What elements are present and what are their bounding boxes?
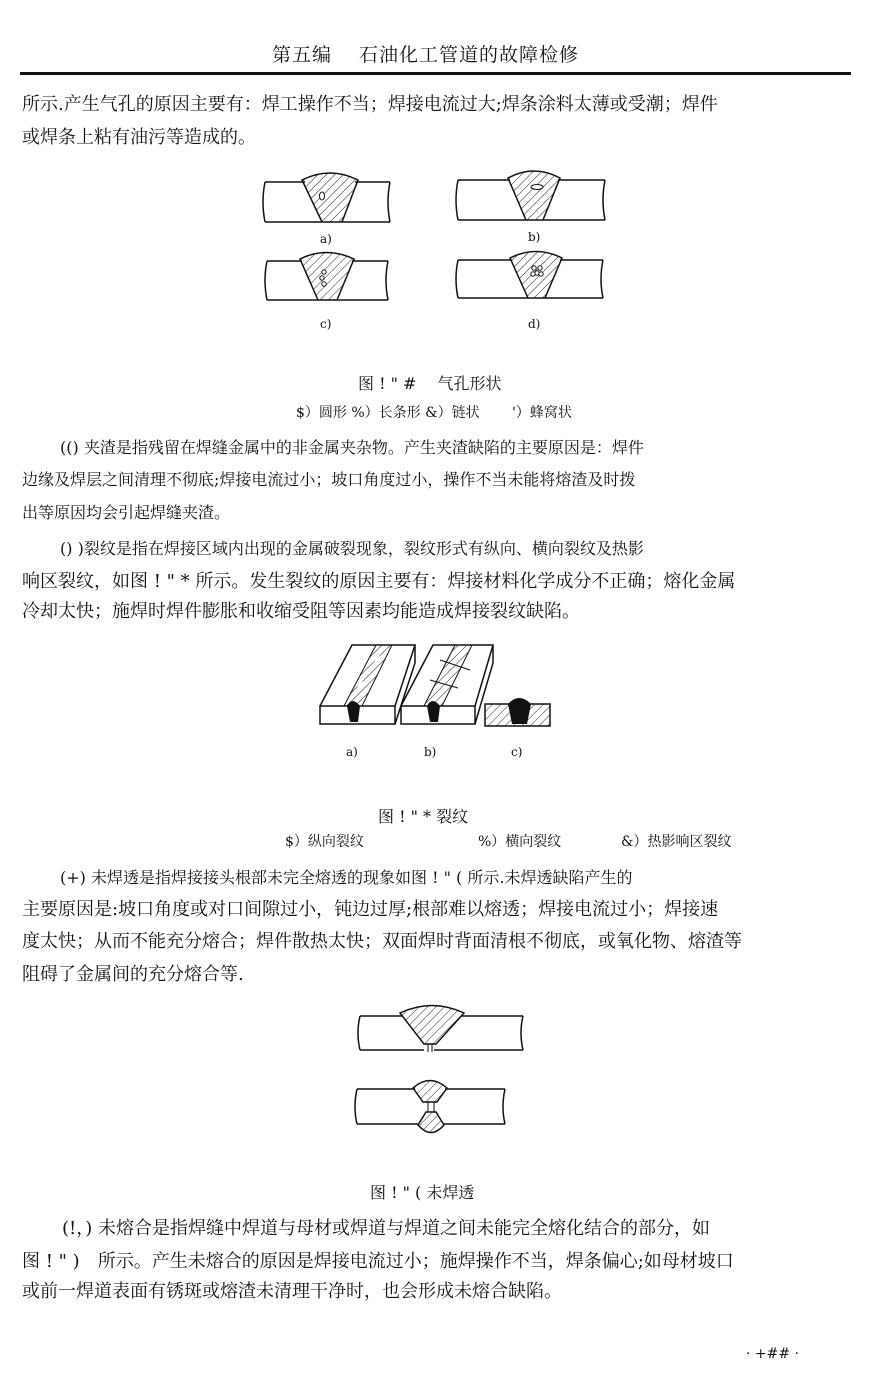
page-header: 第五编 石油化工管道的故障检修 <box>272 44 580 66</box>
paragraph-line: () )裂纹是指在焊接区域内出现的金属破裂现象，裂纹形式有纵向、横向裂纹及热影 <box>60 539 644 558</box>
figure-single-side-weld <box>358 1006 523 1053</box>
paragraph-line: 响区裂纹，如图 ! " * 所示。发生裂纹的原因主要有：焊接材料化学成分不正确；熔化金属 <box>22 571 736 592</box>
paragraph-line: (+) 未焊透是指焊接接头根部未完全熔透的现象如图 ! " ( 所示.未焊透缺陷产生的 <box>60 868 633 887</box>
figure-subcaption-a: $）纵向裂纹 <box>285 834 364 850</box>
paragraph-line: 所示.产生气孔的原因主要有：焊工操作不当；焊接电流过大;焊条涂料太薄或受潮；焊件 <box>22 94 718 115</box>
fig2-label-b: b) <box>424 745 437 759</box>
paragraph-line: 出等原因均会引起焊缝夹渣。 <box>22 503 231 522</box>
paragraph-line: 或焊条上粘有油污等造成的。 <box>22 127 256 148</box>
paragraph-line: (!，) 未熔合是指焊缝中焊道与母材或焊道与焊道之间未能完全熔化结合的部分，如 <box>62 1218 710 1239</box>
fig2-label-a: a) <box>346 745 358 759</box>
figure-subcaption: $）圆形 %）长条形 &）链状 '）蜂窝状 <box>296 405 572 421</box>
paragraph-line: 主要原因是:坡口角度或对口间隙过小，钝边过厚;根部难以熔透；焊接电流过小；焊接速 <box>22 899 719 920</box>
paragraph-line: 图 ! " ) 所示。产生未熔合的原因是焊接电流过小；施焊操作不当，焊条偏心;如母材坡口 <box>22 1251 734 1272</box>
figure-caption: 图 ! " * 裂纹 <box>378 807 469 826</box>
fig1-label-a: a) <box>320 232 332 246</box>
figure-subcaption-c: &）热影响区裂纹 <box>621 834 732 850</box>
fig2-label-c: c) <box>511 745 523 759</box>
paragraph-line: (() 夹渣是指残留在焊缝金属中的非金属夹杂物。产生夹渣缺陷的主要原因是：焊件 <box>60 438 644 457</box>
paragraph-line: 阻碍了金属间的充分熔合等. <box>22 964 244 985</box>
paragraph-line: 度太快；从而不能充分熔合；焊件散热太快；双面焊时背面清根不彻底，或氧化物、熔渣等 <box>22 931 742 952</box>
figure-double-side-weld <box>355 1081 505 1133</box>
fig1-label-c: c) <box>320 317 332 331</box>
paragraph-line: 边缘及焊层之间清理不彻底;焊接电流过小；坡口角度过小，操作不当未能将熔渣及时拨 <box>22 470 636 489</box>
fig1-label-d: d) <box>528 317 541 331</box>
page-number: · +## · <box>746 1346 799 1362</box>
figure-caption: 图 ! " ( 未焊透 <box>370 1183 475 1202</box>
paragraph-line: 或前一焊道表面有锈斑或熔渣未清理干净时，也会形成未熔合缺陷。 <box>22 1281 562 1302</box>
figure-subcaption-b: %）横向裂纹 <box>478 834 562 850</box>
figure-caption: 图 ! " # 气孔形状 <box>358 374 502 393</box>
fig1-label-b: b) <box>528 230 541 244</box>
paragraph-line: 冷却太快；施焊时焊件膨胀和收缩受阻等因素均能造成焊接裂纹缺陷。 <box>22 601 580 622</box>
